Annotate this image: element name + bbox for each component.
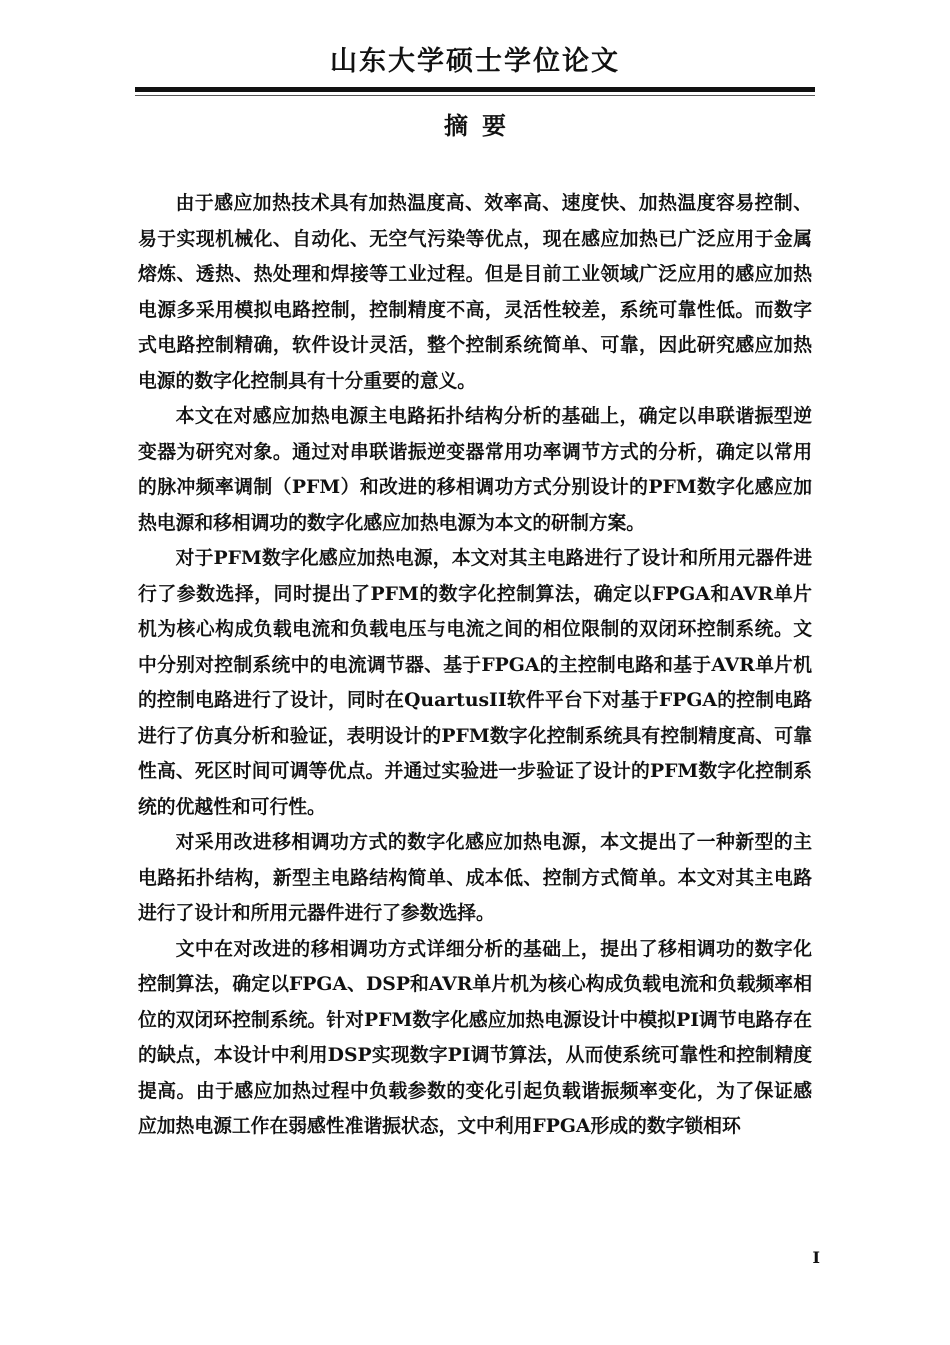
abstract-paragraph-1: 由于感应加热技术具有加热温度高、效率高、速度快、加热温度容易控制、易于实现机械化、自动化、无空气污染等优点，现在感应加热已广泛应用于金属熔炼、透热、热处理和焊接等工业过程。但是目前工业领域广泛应用的感应加热电源多采用模拟电路控制，控制精度不高，灵活性较差，系统可靠性低。而数字式电路控制精确，软件设计灵活，整个控制系统简单、可靠，因此研究感应加热电源的数字化控制具有十分重要的意义。 [138,192,812,392]
abstract-paragraph-5: 文中在对改进的移相调功方式详细分析的基础上，提出了移相调功的数字化控制算法，确定以FPGA、DSP和AVR单片机为核心构成负载电流和负载频率相位的双闭环控制系统。针对PFM数字化感应加热电源设计中模拟PI调节电路存在的缺点，本设计中利用DSP实现数字PI调节算法，从而使系统可靠性和控制精度提高。由于感应加热过程中负载参数的变化引起负载谐振频率变化，为了保证感应加热电源工作在弱感性准谐振状态，文中利用FPGA形成的数字锁相环 [138,937,812,1137]
running-header-title: 山东大学硕士学位论文 [330,46,620,77]
header-rule-thick [135,87,815,92]
abstract-paragraph-2: 本文在对感应加热电源主电路拓扑结构分析的基础上，确定以串联谐振型逆变器为研究对象。通过对串联谐振逆变器常用功率调节方式的分析，确定以常用的脉冲频率调制（PFM）和改进的移相调功方式分别设计的PFM数字化感应加热电源和移相调功的数字化感应加热电源为本文的研制方案。 [138,405,812,534]
abstract-paragraph-4: 对采用改进移相调功方式的数字化感应加热电源，本文提出了一种新型的主电路拓扑结构，新型主电路结构简单、成本低、控制方式简单。本文对其主电路进行了设计和所用元器件进行了参数选择。 [138,831,812,924]
header-rule-thin [135,95,815,96]
abstract-heading: 摘要 [444,111,520,140]
page-number: I [812,1248,820,1267]
abstract-paragraph-3: 对于PFM数字化感应加热电源，本文对其主电路进行了设计和所用元器件进行了参数选择，同时提出了PFM的数字化控制算法，确定以FPGA和AVR单片机为核心构成负载电流和负载电压与电流之间的相位限制的双闭环控制系统。文中分别对控制系统中的电流调节器、基于FPGA的主控制电路和基于AVR单片机的控制电路进行了设计，同时在QuartusII软件平台下对基于FPGA的控制电路进行了仿真分析和验证，表明设计的PFM数字化控制系统具有控制精度高、可靠性高、死区时间可调等优点。并通过实验进一步验证了设计的PFM数字化控制系统的优越性和可行性。 [138,547,812,818]
abstract-body [138,186,812,1145]
